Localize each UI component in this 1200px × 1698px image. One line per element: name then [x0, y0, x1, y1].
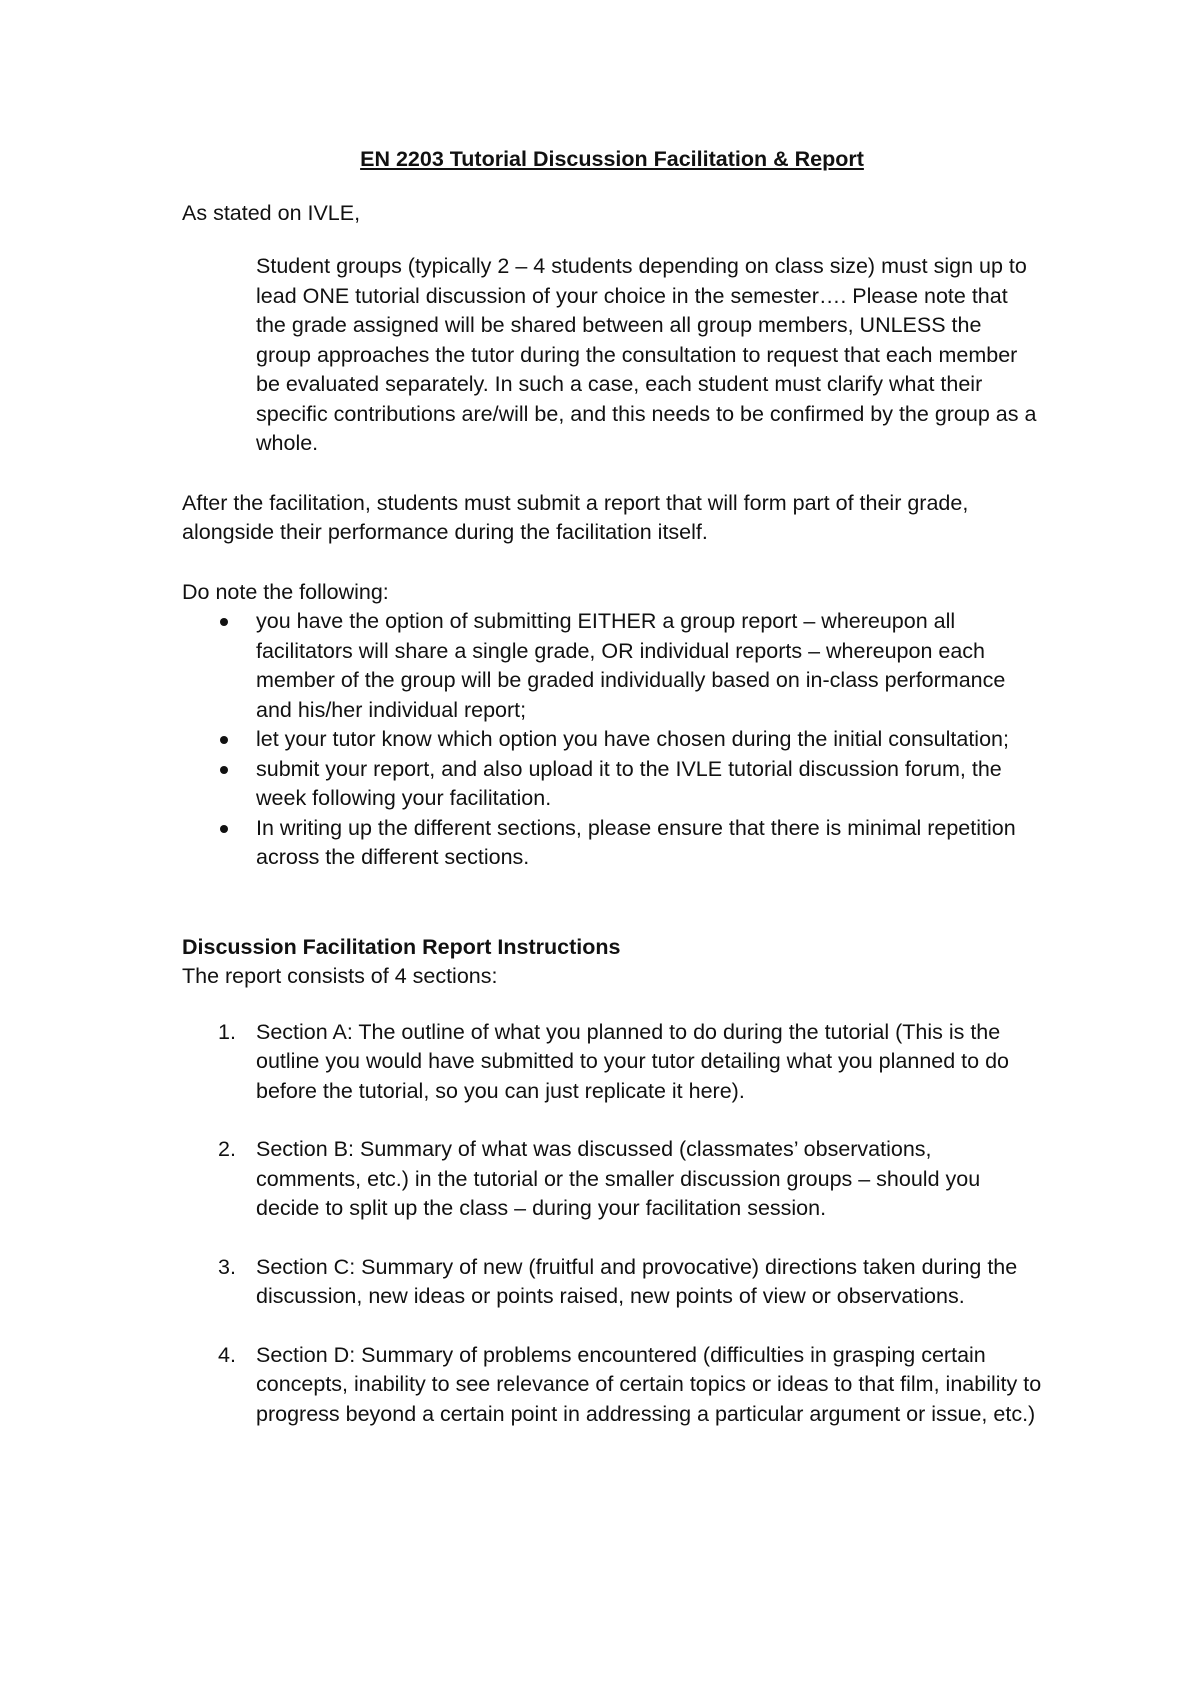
section-item	[182, 1018, 1042, 1107]
list-item	[182, 725, 1042, 755]
list-item-text: In writing up the different sections, please ensure that there is minimal repetition across the different sections.	[256, 815, 1016, 869]
note-heading: Do note the following:	[182, 579, 389, 604]
list-item-text: let your tutor know which option you have chosen during the initial consultation;	[256, 727, 1009, 751]
instructions-heading: Discussion Facilitation Report Instructions	[182, 934, 621, 959]
document-body	[182, 145, 1042, 1458]
bullet-icon	[220, 825, 228, 833]
notes-list	[182, 607, 1042, 873]
section-item	[182, 1253, 1042, 1312]
section-number: 1.	[218, 1019, 236, 1044]
sections-intro: The report consists of 4 sections:	[182, 964, 498, 988]
list-item	[182, 607, 1042, 725]
section-text: Section B: Summary of what was discussed (classmates’ observations, comments, etc.) in the tutorial or the smaller discussion groups – should you decide to split up the class – during your facilitation session.	[256, 1137, 981, 1220]
section-text: Section C: Summary of new (fruitful and provocative) directions taken during the discussion, new ideas or points raised, new points of view or observations.	[256, 1254, 1018, 1308]
document-title: EN 2203 Tutorial Discussion Facilitation & Report	[360, 147, 864, 171]
list-item-text: submit your report, and also upload it to the IVLE tutorial discussion forum, the week following your facilitation.	[256, 756, 1002, 810]
section-number: 3.	[218, 1254, 236, 1279]
sections-list	[182, 1018, 1042, 1430]
section-text: Section A: The outline of what you planned to do during the tutorial (This is the outline you would have submitted to your tutor detailing what you planned to do before the tutorial, so you can just replicate it here).	[256, 1019, 1009, 1103]
quoted-paragraph: Student groups (typically 2 – 4 students depending on class size) must sign up to lead ONE tutorial discussion of your choice in the semester…. Please note that the grade assigned will be shared between all group members, UNLESS the group approaches the tutor during the consultation to request that each member be evaluated separately. In such a case, each student must clarify what their specific contributions are/will be, and this needs to be confirmed by the group as a whole.	[256, 254, 1037, 455]
section-number: 2.	[218, 1137, 236, 1161]
section-item	[182, 1135, 1042, 1224]
section-number: 4.	[218, 1342, 236, 1367]
list-item-text: you have the option of submitting EITHER a group report – whereupon all facilitators will share a single grade, OR individual reports – whereupon each member of the group will be graded individually based on in-class performance and his/her individual report;	[256, 609, 1006, 722]
after-facilitation-paragraph: After the facilitation, students must submit a report that will form part of their grade, alongside their performance during the facilitation itself.	[182, 490, 969, 544]
section-text: Section D: Summary of problems encountered (difficulties in grasping certain concepts, inability to see relevance of certain topics or ideas to that film, inability to progress beyond a certain point in addressing a particular argument or issue, etc.)	[256, 1342, 1042, 1426]
intro-line: As stated on IVLE,	[182, 200, 361, 225]
bullet-icon	[220, 766, 228, 774]
section-item	[182, 1341, 1042, 1430]
bullet-icon	[220, 736, 228, 744]
list-item	[182, 814, 1042, 873]
bullet-icon	[220, 618, 228, 626]
list-item	[182, 755, 1042, 814]
